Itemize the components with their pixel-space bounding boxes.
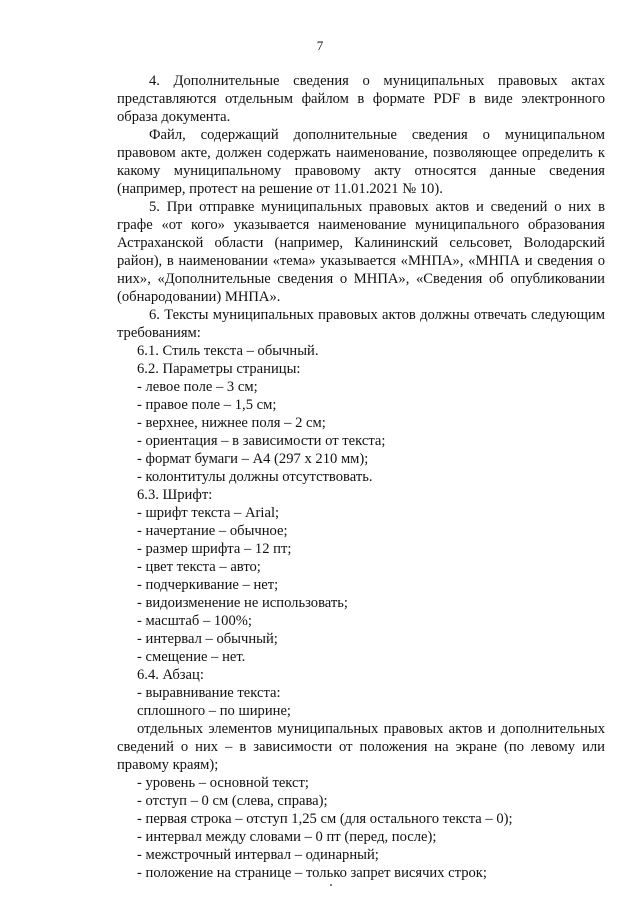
paragraph-file-info: Файл, содержащий дополнительные сведения о муниципальном правовом акте, должен содержать наименование, позволяющее определить к какому муниципальному правовому акту относятся данные сведения (например, протест на решение от 11.01.2021 № 10). (117, 127, 605, 197)
list-item: - размер шрифта – 12 пт; (137, 541, 292, 557)
list-item: - формат бумаги – А4 (297 х 210 мм); (137, 451, 369, 467)
section-6-3-heading: 6.3. Шрифт: (137, 487, 213, 503)
list-item: - масштаб – 100%; (137, 613, 252, 629)
list-item: - интервал между словами – 0 пт (перед, после); (137, 829, 437, 845)
section-6-2-heading: 6.2. Параметры страницы: (137, 361, 301, 377)
scan-dot (330, 884, 332, 886)
section-6-2-list (117, 378, 605, 486)
list-item: - подчеркивание – нет; (137, 577, 279, 593)
list-item: - цвет текста – авто; (137, 559, 261, 575)
list-item: - интервал – обычный; (137, 631, 278, 647)
list-item: - уровень – основной текст; (137, 775, 309, 791)
list-item: - левое поле – 3 см; (137, 379, 258, 395)
list-item: - отступ – 0 см (слева, справа); (137, 793, 328, 809)
paragraph-4: 4. Дополнительные сведения о муниципальных правовых актах представляются отдельным файлом в формате PDF в виде электронного образа документа. (117, 73, 605, 125)
list-item: - смещение – нет. (137, 649, 246, 665)
list-item: - межстрочный интервал – одинарный; (137, 847, 379, 863)
alignment-label: - выравнивание текста: (137, 685, 281, 701)
list-item: - положение на странице – только запрет висячих строк; (137, 865, 487, 881)
document-body (117, 72, 605, 882)
alignment-solid: сплошного – по ширине; (137, 703, 291, 719)
list-item: - верхнее, нижнее поля – 2 см; (137, 415, 326, 431)
list-item: - ориентация – в зависимости от текста; (137, 433, 386, 449)
list-item: - шрифт текста – Arial; (137, 505, 280, 521)
section-6-4-list (117, 774, 605, 882)
alignment-elements: отдельных элементов муниципальных правовых актов и дополнительных сведений о них – в зависимости от положения на экране (по левому или правому краям); (117, 721, 605, 773)
list-item: - колонтитулы должны отсутствовать. (137, 469, 373, 485)
list-item: - видоизменение не использовать; (137, 595, 348, 611)
section-6-1: 6.1. Стиль текста – обычный. (137, 343, 319, 359)
list-item: - правое поле – 1,5 см; (137, 397, 277, 413)
list-item: - начертание – обычное; (137, 523, 288, 539)
section-6-3-list (117, 504, 605, 666)
section-6-4-heading: 6.4. Абзац: (137, 667, 204, 683)
page-number: 7 (316, 38, 324, 53)
paragraph-6: 6. Тексты муниципальных правовых актов должны отвечать следующим требованиям: (117, 307, 605, 341)
paragraph-5: 5. При отправке муниципальных правовых актов и сведений о них в графе «от кого» указывается наименование муниципального образования Астраханской области (например, Калининский сельсовет, Володарский район), в наименовании «тема» указывается «МНПА», «МНПА и сведения о них», «Дополнительные сведения о МНПА», «Сведения об опубликовании (обнародовании) МНПА». (117, 199, 605, 305)
list-item: - первая строка – отступ 1,25 см (для остального текста – 0); (137, 811, 513, 827)
